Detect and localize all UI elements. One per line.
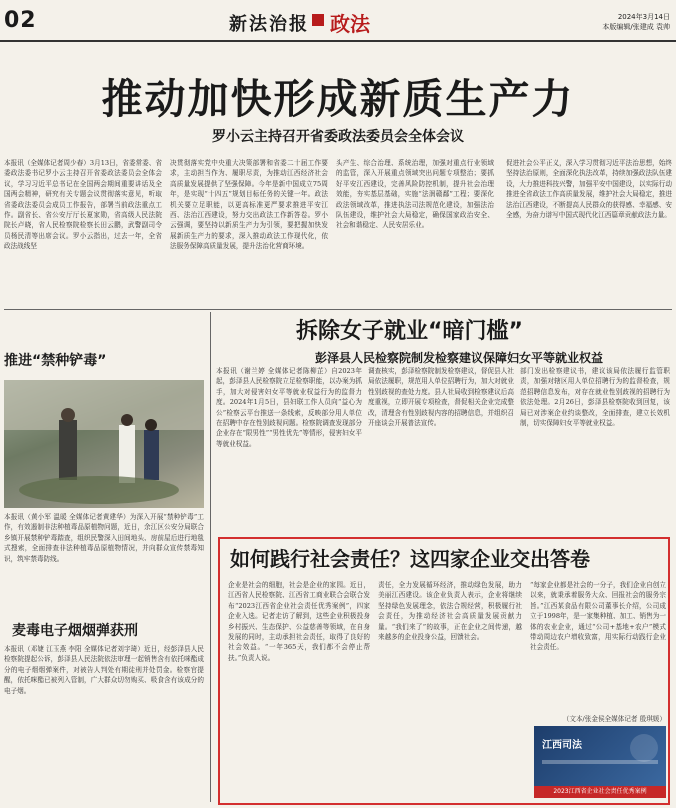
thumbnail-graphic [534,726,666,786]
main-col-4: 促进社会公平正义，深入学习贯彻习近平法治思想，始终坚持法治原则，全面深化执法改革，持续加强政法队伍建设，大力推进科技兴警，加强平安中国建设，以实际行动推进全省政法工作高质量发展，维护社会大局稳定，推进法治江西建设，不断提高人民群众的获得感、幸福感、安全感，为奋力谱写中国式现代化江西篇章贡献政法力量。 [506,159,672,220]
main-headline: 推动加快形成新质生产力 [101,75,575,123]
second-col-3: 部门发出检察建议书，建议该局依法履行监管职责，加强对辖区用人单位招聘行为的监督检查，规范招聘信息发布，对存在就业性别歧视的招聘行为依法处理。2月26日，彭泽县检察院收到回复，该局已对涉案企业约谈整改，全面排查，建立长效机制，切实保障妇女平等就业权益。 [520,367,670,428]
second-col-2: 调查核实，彭泽检察院制发检察建议，督促县人社局依法履职，规范用人单位招聘行为，加大对就业性别歧视的查处力度。县人社局收到检察建议后高度重视，立即开展专项检查，督促相关企业完成整改，清理含有性别歧视内容的招聘信息，并组织召开座谈会开展普法宣传。 [368,367,514,428]
section-name: 政法 [330,12,370,36]
paper-name-head: 新 [229,14,249,35]
paper-name-tail: 法治报 [249,14,309,35]
photo-illustration [4,380,204,508]
editors-text: 本版编辑/张建成 袁帅 [602,23,670,31]
feature-credit: （文本/张金侯全媒体记者 殷琪媛） [562,715,666,723]
feature-col-3: “每家企业都是社会的一分子，我们企业自创立以来，就秉承着服务大众、回报社会的服务宗旨。”江西某食品有限公司董事长介绍，公司成立于1998年，是一家集种植、加工、销售为一体的农业企业，通过“公司+基地+农户”模式带动周边农户增收致富，用实际行动践行企业社会责任。 [530,581,666,652]
sidebar-top-title: 推进“禁种铲毒” [4,353,107,369]
feature-headline: 如何践行社会责任？这四家企业交出答卷 [230,547,590,571]
paper-name [229,10,309,36]
second-col-1: 本报讯（谢兰婷 全媒体记者陈柳芷）自2023年起，彭泽县人民检察院立足检察职能，以办案为抓手，加大对侵害妇女平等就业权益行为的监督力度。2024年1月5日，县妇联工作人员向“益心为公”检察云平台推送一条线索，反映部分用人单位在招聘中存在性别歧视问题。检察院调查发现部分企业存在“限男性”“男性优先”等情形，侵害妇女平等就业权益。 [216,367,362,448]
thumbnail-caption: 2023江西省企业社会责任优秀案例 [534,786,666,798]
issue-date [560,12,670,32]
feature-col-2: 责任，全力发展循环经济，推动绿色发展，助力美丽江西建设。该企业负责人表示，企业将继续坚持绿色发展理念，依法合规经营，积极履行社会责任，为推动经济社会高质量发展贡献力量。“我们来了”的故事，正在企业之间传递，越来越多的企业投身公益，回馈社会。 [378,581,522,642]
main-col-1: 本报讯（全媒体记者周少春）3月13日，省委常委、省委政法委书记罗小云主持召开省委政法委员会全体会议，学习习近平总书记在全国两会期间重要讲话及全国两会精神，研究有关专题会议贯彻落实意见，听取省委政法委员会成员工作报告，部署当前政法重点工作。副省长、省公安厅厅长夏家勋，省高级人民法院院长卢晓，省人民检察院检察长田云鹏，武警副司令员杨民清等出席会议。罗小云指出，过去一年，全省政法战线坚 [4,159,162,251]
date-text: 2024年3月14日 [617,13,670,21]
page-number: 02 [4,8,37,33]
main-subhead: 罗小云主持召开省委政法委员会全体会议 [212,129,464,145]
second-subhead: 彭泽县人民检察院制发检察建议保障妇女平等就业权益 [315,351,604,365]
main-col-2: 决贯彻落实党中央重大决策部署和省委二十届工作要求，主动担当作为、履职尽责，为推动江西经济社会高质量发展提供了坚强保障。今年是新中国成立75周年，是实现“十四五”规划目标任务的关键一年。政法机关要立足职能，以更高标准更严要求推进平安江西、法治江西建设，努力交出政法工作新答卷。罗小云强调，要坚持以新质生产力为引领，要把握加快发展新质生产力的要求，深入推动政法工作现代化，依法服务保障高质量发展，提升法治化营商环境。 [170,159,328,251]
second-headline: 拆除女子就业“暗门槛” [296,319,523,344]
divider-line [4,309,672,310]
sidebar-bottom-title: 麦毒电子烟烟弹获刑 [12,623,138,639]
anti-drug-photo [4,380,204,508]
thumbnail-title: 江西司法 [542,740,582,751]
sidebar-top-text: 本报讯（黄小军 温暖 全媒体记者黄建华）为深入开展“禁种铲毒”工作，有效遏制非法种植毒品原植物问题，近日，余江区公安分局联合乡镇开展禁种铲毒踏查，组织民警深入田间地头、房前屋后进行地毯式搜索，全面排查非法种植毒品原植物情况，并向群众宣传禁毒知识，筑牢禁毒防线。 [4,513,204,563]
sidebar-bottom-text: 本报讯（邓婕 江玉燕 李阳 全媒体记者刘宇琦）近日，经彭泽县人民检察院提起公诉，彭泽县人民法院依法审理一起销售含有依托咪酯成分的电子烟烟弹案件，对被告人判处有期徒刑并处罚金。检察官提醒，依托咪酯已被列入管制，广大群众切勿购买、吸食含有该成分的电子烟。 [4,645,204,695]
section-marker [312,14,324,26]
feature-col-1: 企业是社会的细胞，社会是企业的家园。近日，江西省人民检察院、江西省工商业联合会联合发布“2023江西省企业社会责任优秀案例”，四家企业入选。记者走访了解到，这些企业积极投身乡村振兴、生态保护、公益慈善等领域，在自身发展的同时，主动承担社会责任，取得了良好的社会效益。“一年365天，我们都不会停止帮扶。”负责人说。 [228,581,370,662]
main-col-3: 头产生、综合治理、系统治理，加强对重点行业领域的监管，深入开展重点领域突出问题专项整治；要抓好平安江西建设，完善风险防控机制，提升社会治理效能，夯实基层基础，实施“法润赣鄱”工程；要深化政法领域改革，推进执法司法规范化建设，加强法治队伍建设，维护社会大局稳定，确保国家政治安全、社会和谐稳定、人民安居乐业。 [336,159,494,230]
column-divider [210,312,211,802]
